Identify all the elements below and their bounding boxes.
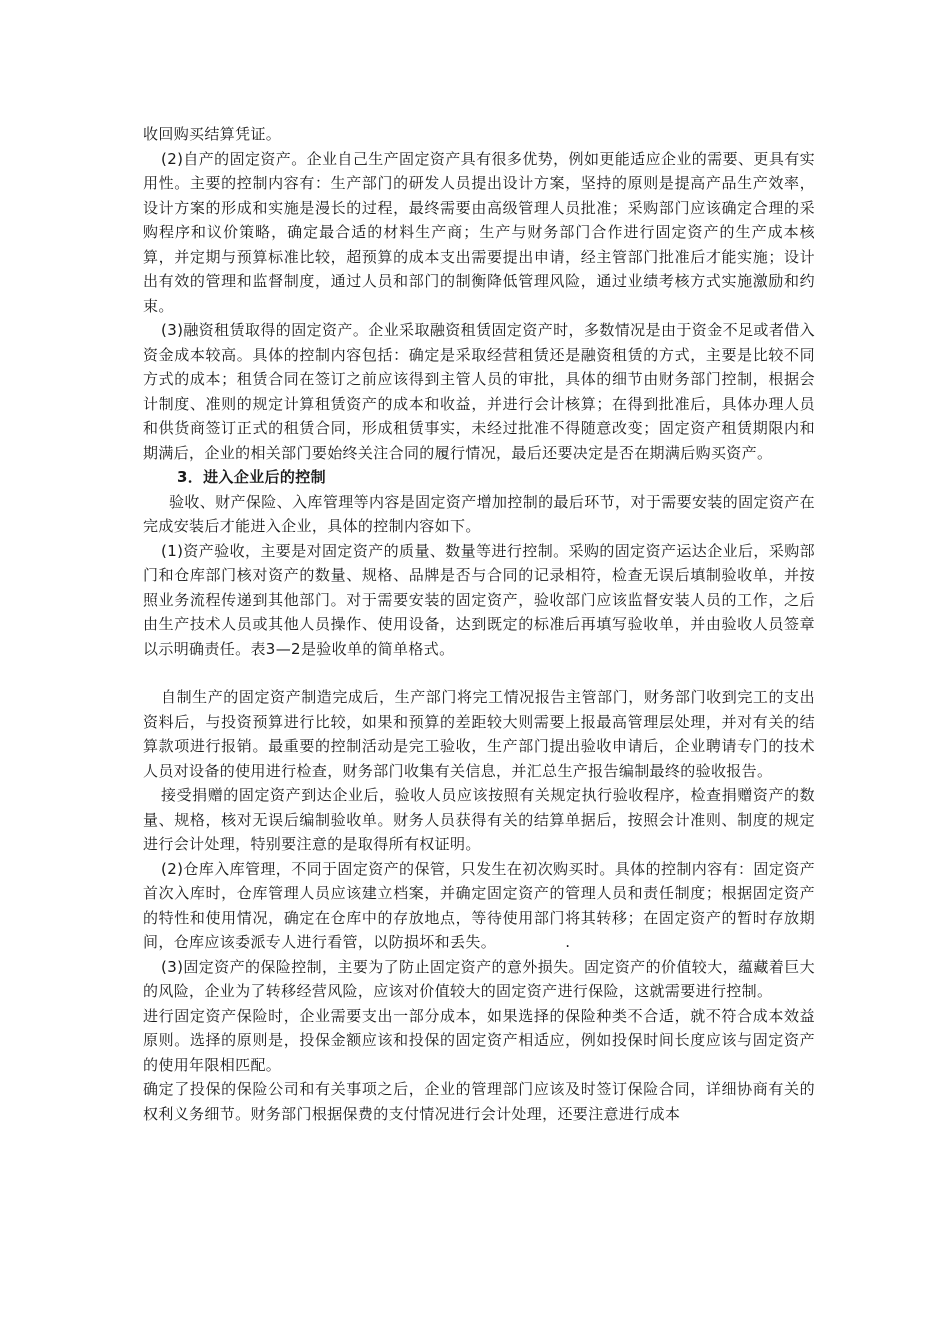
document-body	[143, 122, 815, 1126]
paragraph-finance-lease-assets: (3)融资租赁取得的固定资产。企业采取融资租赁固定资产时，多数情况是由于资金不足或者借入资金成本较高。具体的控制内容包括：确定是采取经营租赁还是融资租赁的方式，主要是比较不同方式的成本；租赁合同在签订之前应该得到主管人员的审批，具体的细节由财务部门控制，根据会计制度、准则的规定计算租赁资产的成本和收益，并进行会计核算；在得到批准后，具体办理人员和供货商签订正式的租赁合同，形成租赁事实，未经过批准不得随意改变；固定资产租赁期限内和期满后，企业的相关部门要始终关注合同的履行情况，最后还要决定是否在期满后购买资产。	[143, 321, 815, 462]
blank-gap	[143, 661, 815, 685]
section-heading-after-entering: 3．进入企业后的控制	[177, 468, 326, 486]
paragraph-purchase-settlement: 收回购买结算凭证。	[143, 125, 282, 143]
paragraph-insurance-control: (3)固定资产的保险控制，主要为了防止固定资产的意外损失。固定资产的价值较大，蕴藏着巨大的风险，企业为了转移经营风险，应该对价值较大的固定资产进行保险，这就需要进行控制。	[143, 957, 815, 1000]
paragraph-warehouse-entry: (2)仓库入库管理，不同于固定资产的保管，只发生在初次购买时。具体的控制内容有：固定资产首次入库时，仓库管理人员应该建立档案，并确定固定资产的管理人员和责任制度；根据固定资产的特性和使用情况，确定在仓库中的存放地点，等待使用部门将其转移；在固定资产的暂时存放期间，仓库应该委派专人进行看管，以防损坏和丢失。 .	[143, 859, 815, 951]
paragraph-insurance-cost: 进行固定资产保险时，企业需要支出一部分成本，如果选择的保险种类不合适，就不符合成本效益原则。选择的原则是，投保金额应该和投保的固定资产相适应，例如投保时间长度应该与固定资产的使用年限相匹配。	[143, 1006, 815, 1074]
paragraph-self-produced-assets: (2)自产的固定资产。企业自己生产固定资产具有很多优势，例如更能适应企业的需要、更具有实用性。主要的控制内容有：生产部门的研发人员提出设计方案，坚持的原则是提高产品生产效率，设计方案的形成和实施是漫长的过程，最终需要由高级管理人员批准；采购部门应该确定合理的采购程序和议价策略，确定最合适的材料生产商；生产与财务部门合作进行固定资产的生产成本核算，并定期与预算标准比较，超预算的成本支出需要提出申请，经主管部门批准后才能实施；设计出有效的管理和监督制度，通过人员和部门的制衡降低管理风险，通过业绩考核方式实施激励和约束。	[143, 149, 815, 315]
paragraph-asset-acceptance: (1)资产验收，主要是对固定资产的质量、数量等进行控制。采购的固定资产运达企业后，采购部门和仓库部门核对资产的数量、规格、品牌是否与合同的记录相符，检查无误后填制验收单，并按照业务流程传递到其他部门。对于需要安装的固定资产，验收部门应该监督安装人员的工作，之后由生产技术人员或其他人员操作、使用设备，达到既定的标准后再填写验收单，并由验收人员签章以示明确责任。表3—2是验收单的简单格式。	[143, 541, 815, 658]
paragraph-insurance-contract: 确定了投保的保险公司和有关事项之后，企业的管理部门应该及时签订保险合同，详细协商有关的权利义务细节。财务部门根据保费的支付情况进行会计处理，还要注意进行成本	[143, 1080, 815, 1123]
paragraph-self-made-completion: 自制生产的固定资产制造完成后，生产部门将完工情况报告主管部门，财务部门收到完工的支出资料后，与投资预算进行比较，如果和预算的差距较大则需要上报最高管理层处理，并对有关的结算款项进行报销。最重要的控制活动是完工验收，生产部门提出验收申请后，企业聘请专门的技术人员对设备的使用进行检查，财务部门收集有关信息，并汇总生产报告编制最终的验收报告。	[143, 688, 815, 780]
paragraph-donated-assets: 接受捐赠的固定资产到达企业后，验收人员应该按照有关规定执行验收程序，检查捐赠资产的数量、规格，核对无误后编制验收单。财务人员获得有关的结算单据后，按照会计准则、制度的规定进行会计处理，特别要注意的是取得所有权证明。	[143, 786, 815, 853]
paragraph-final-control-step: 验收、财产保险、入库管理等内容是固定资产增加控制的最后环节，对于需要安装的固定资产在完成安装后才能进入企业，具体的控制内容如下。	[143, 492, 815, 535]
